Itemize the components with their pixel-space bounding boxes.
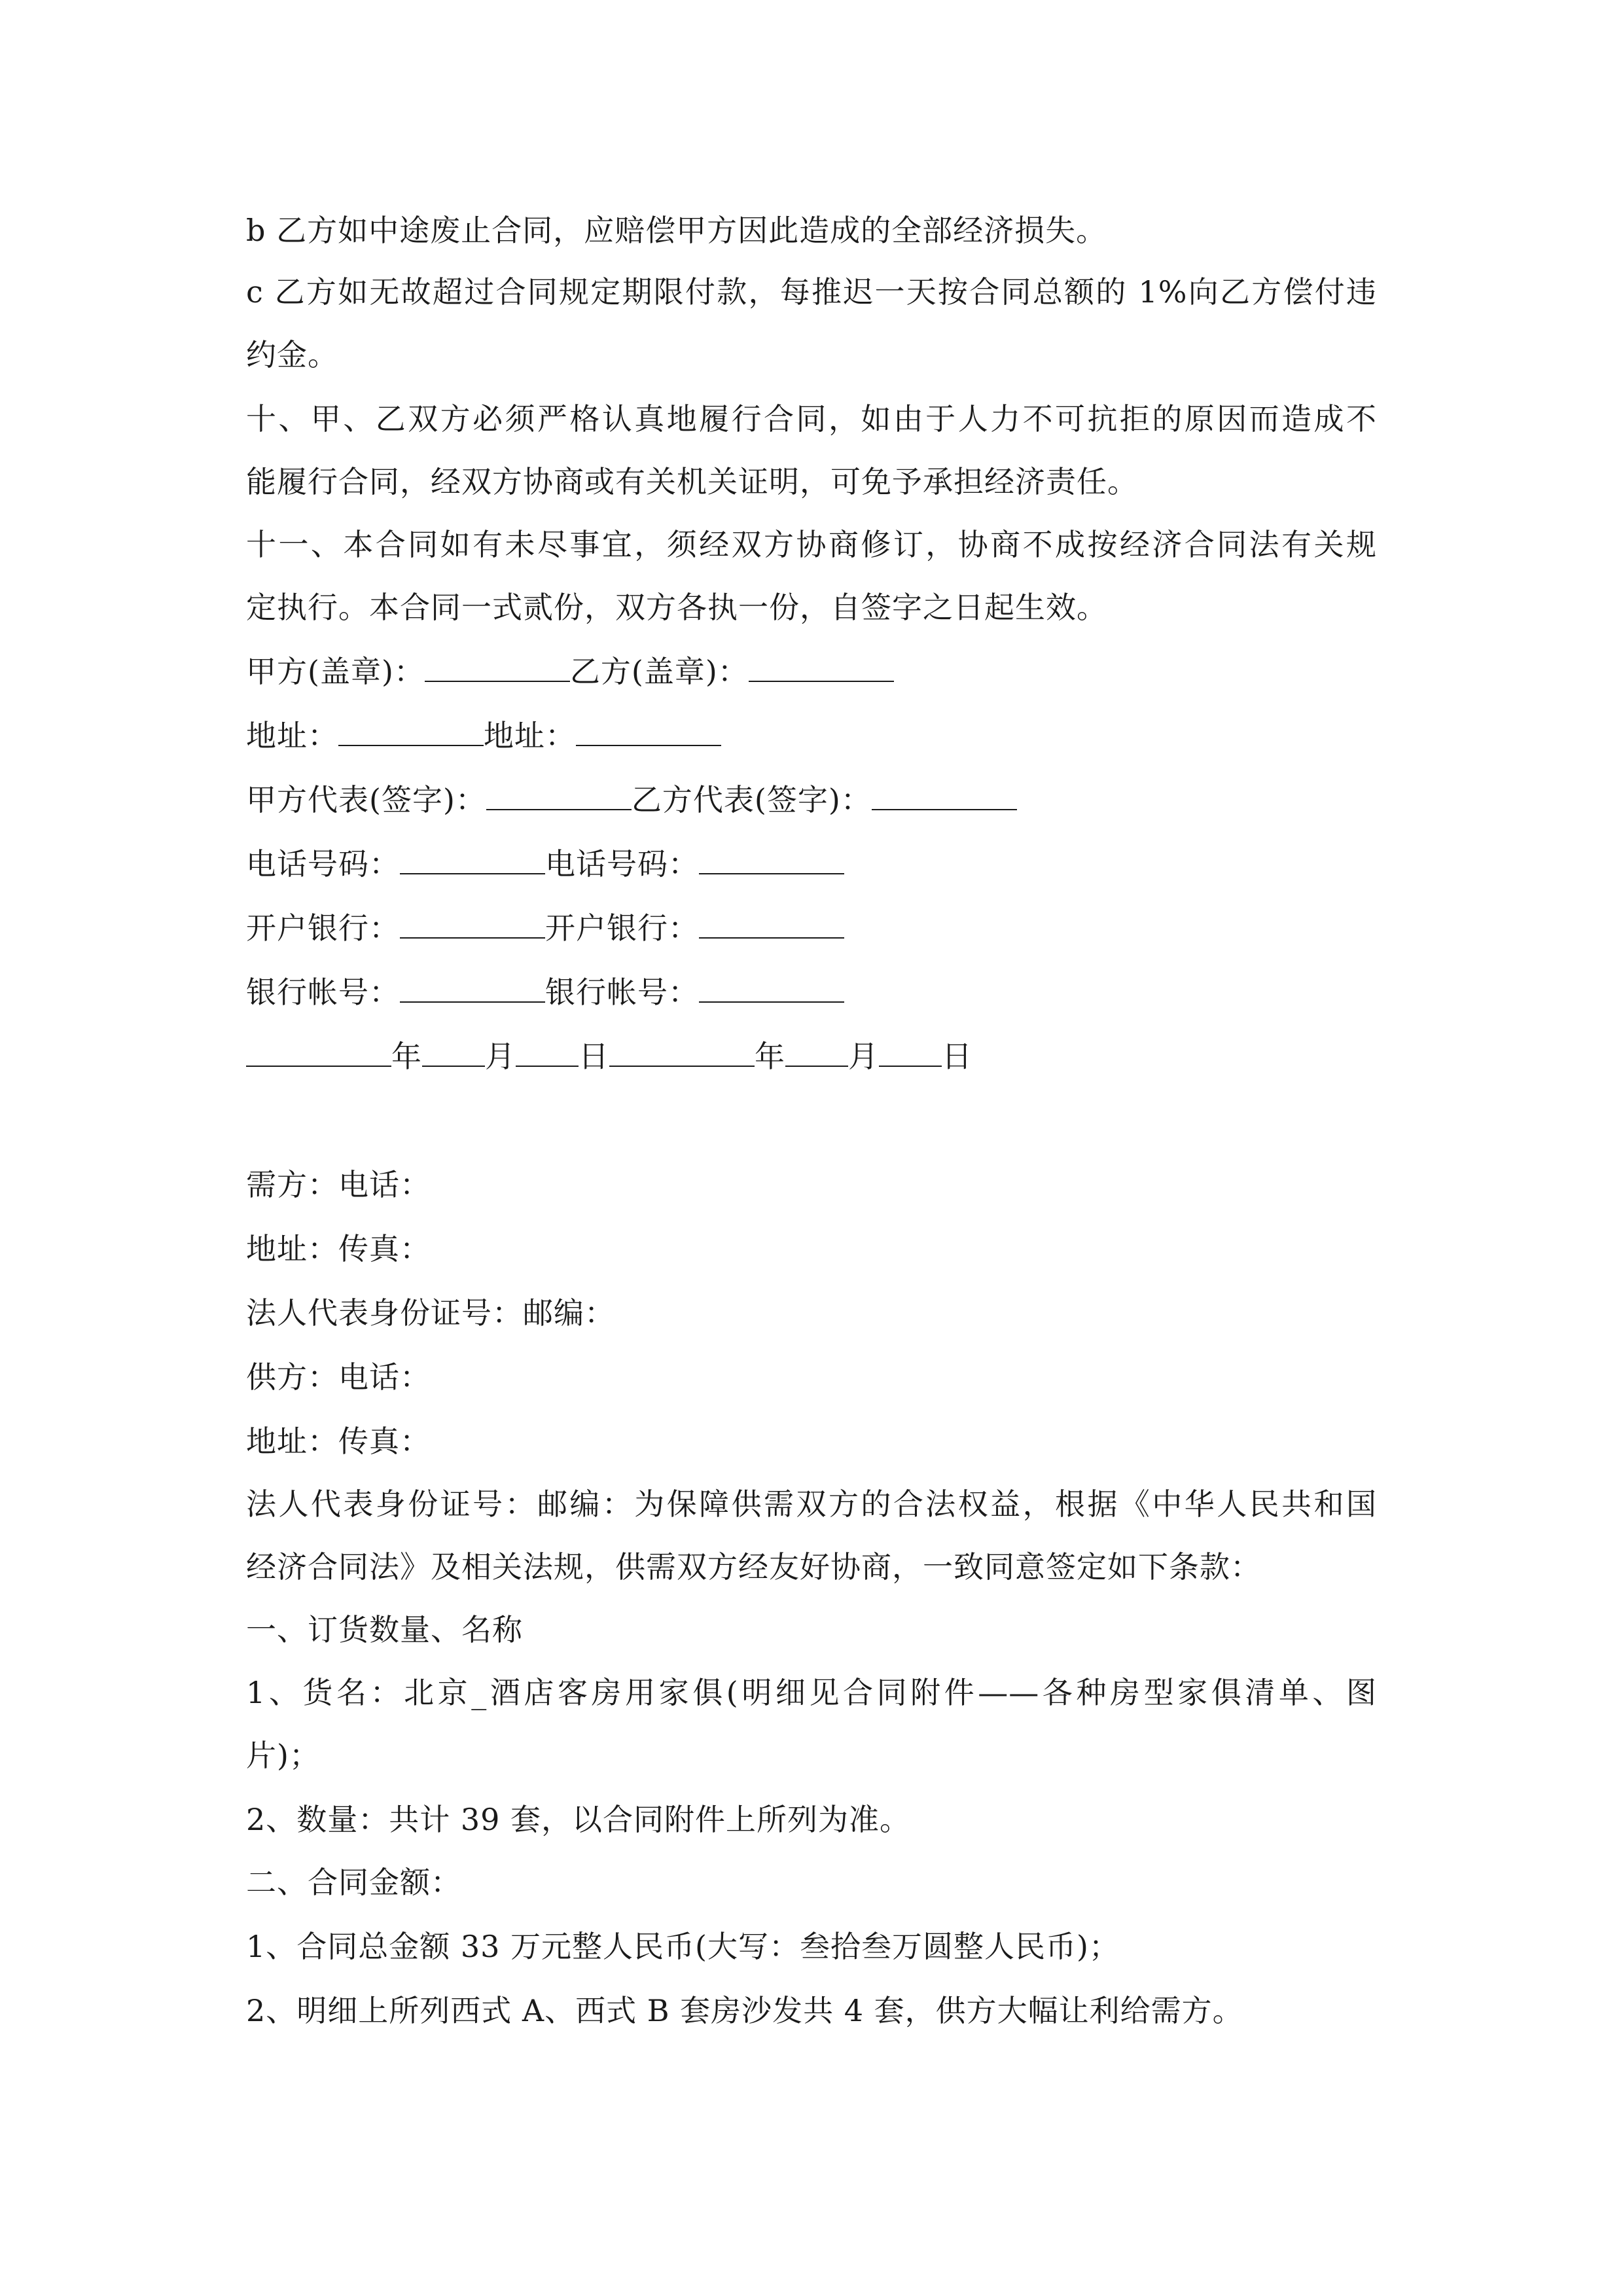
account-row xyxy=(246,973,844,1012)
buyer-address-fax-line: 地址：传真： xyxy=(246,1231,431,1266)
clause-c-line-2: 约金。 xyxy=(246,337,338,372)
section-1-heading: 一、订货数量、名称 xyxy=(246,1612,523,1647)
buyer-phone-line: 需方：电话： xyxy=(246,1167,431,1202)
clause-10-line-2: 能履行合同，经双方协商或有关机关证明，可免予承担经济责任。 xyxy=(246,464,1138,499)
party-b-rep-label: 乙方代表(签字)： xyxy=(631,782,872,817)
party-b-account-blank[interactable] xyxy=(699,973,844,1003)
item-2-1: 1、合同总金额 33 万元整人民币(大写：叁拾叁万圆整人民币)； xyxy=(246,1929,1120,1964)
bank-row xyxy=(246,908,844,948)
clause-b: b 乙方如中途废止合同，应赔偿甲方因此造成的全部经济损失。 xyxy=(246,213,1107,248)
party-a-year-blank[interactable] xyxy=(246,1037,391,1067)
party-a-address-label: 地址： xyxy=(246,718,338,753)
month-label: 月 xyxy=(485,1039,516,1074)
item-1-1-line-1: 1、货名：北京_酒店客房用家俱(明细见合同附件——各种房型家俱清单、图 xyxy=(246,1675,1377,1710)
date-row xyxy=(246,1037,972,1076)
day-label: 日 xyxy=(942,1039,972,1074)
year-label: 年 xyxy=(391,1039,422,1074)
day-label: 日 xyxy=(579,1039,609,1074)
party-a-day-blank[interactable] xyxy=(516,1037,579,1067)
party-a-rep-label: 甲方代表(签字)： xyxy=(246,782,486,817)
clause-11-line-1: 十一、本合同如有未尽事宜，须经双方协商修订，协商不成按经济合同法有关规 xyxy=(246,527,1377,562)
party-b-phone-label: 电话号码： xyxy=(545,846,699,882)
party-b-month-blank[interactable] xyxy=(785,1037,848,1067)
clause-c-line-1: c 乙方如无故超过合同规定期限付款，每推迟一天按合同总额的 1%向乙方偿付违 xyxy=(246,274,1377,310)
representative-row xyxy=(246,780,1017,819)
party-b-bank-label: 开户银行： xyxy=(545,910,699,946)
party-a-phone-label: 电话号码： xyxy=(246,846,400,882)
seal-row xyxy=(246,652,894,691)
preamble-line-2: 经济合同法》及相关法规，供需双方经友好协商，一致同意签定如下条款： xyxy=(246,1549,1261,1585)
party-b-address-blank[interactable] xyxy=(576,716,721,746)
seller-address-fax-line: 地址：传真： xyxy=(246,1424,431,1459)
party-b-seal-label: 乙方(盖章)： xyxy=(569,654,749,689)
party-b-rep-blank[interactable] xyxy=(872,780,1017,810)
party-b-phone-blank[interactable] xyxy=(699,844,844,874)
month-label: 月 xyxy=(848,1039,879,1074)
party-a-rep-blank[interactable] xyxy=(486,780,632,810)
party-b-address-label: 地址： xyxy=(484,718,576,753)
preamble-line-1: 法人代表身份证号：邮编：为保障供需双方的合法权益，根据《中华人民共和国 xyxy=(246,1486,1377,1522)
address-row xyxy=(246,716,721,755)
party-b-seal-blank[interactable] xyxy=(749,652,894,682)
party-a-bank-blank[interactable] xyxy=(400,908,545,939)
party-a-account-label: 银行帐号： xyxy=(246,975,400,1010)
item-2-2: 2、明细上所列西式 A、西式 B 套房沙发共 4 套，供方大幅让利给需方。 xyxy=(246,1993,1243,2028)
party-a-seal-label: 甲方(盖章)： xyxy=(246,654,425,689)
party-b-account-label: 银行帐号： xyxy=(545,975,699,1010)
party-a-phone-blank[interactable] xyxy=(400,844,545,874)
year-label: 年 xyxy=(755,1039,785,1074)
clause-10-line-1: 十、甲、乙双方必须严格认真地履行合同，如由于人力不可抗拒的原因而造成不 xyxy=(246,401,1377,437)
party-b-bank-blank[interactable] xyxy=(699,908,844,939)
section-2-heading: 二、合同金额： xyxy=(246,1865,461,1900)
party-b-year-blank[interactable] xyxy=(609,1037,755,1067)
seller-phone-line: 供方：电话： xyxy=(246,1359,431,1395)
phone-row xyxy=(246,844,844,884)
buyer-legal-id-line: 法人代表身份证号：邮编： xyxy=(246,1295,615,1331)
party-a-address-blank[interactable] xyxy=(338,716,484,746)
party-a-month-blank[interactable] xyxy=(422,1037,485,1067)
item-1-1-line-2: 片)； xyxy=(246,1738,320,1773)
party-b-day-blank[interactable] xyxy=(879,1037,942,1067)
clause-11-line-2: 定执行。本合同一式贰份，双方各执一份，自签字之日起生效。 xyxy=(246,590,1107,625)
party-a-seal-blank[interactable] xyxy=(425,652,570,682)
party-a-bank-label: 开户银行： xyxy=(246,910,400,946)
item-1-2: 2、数量：共计 39 套，以合同附件上所列为准。 xyxy=(246,1802,911,1837)
party-a-account-blank[interactable] xyxy=(400,973,545,1003)
